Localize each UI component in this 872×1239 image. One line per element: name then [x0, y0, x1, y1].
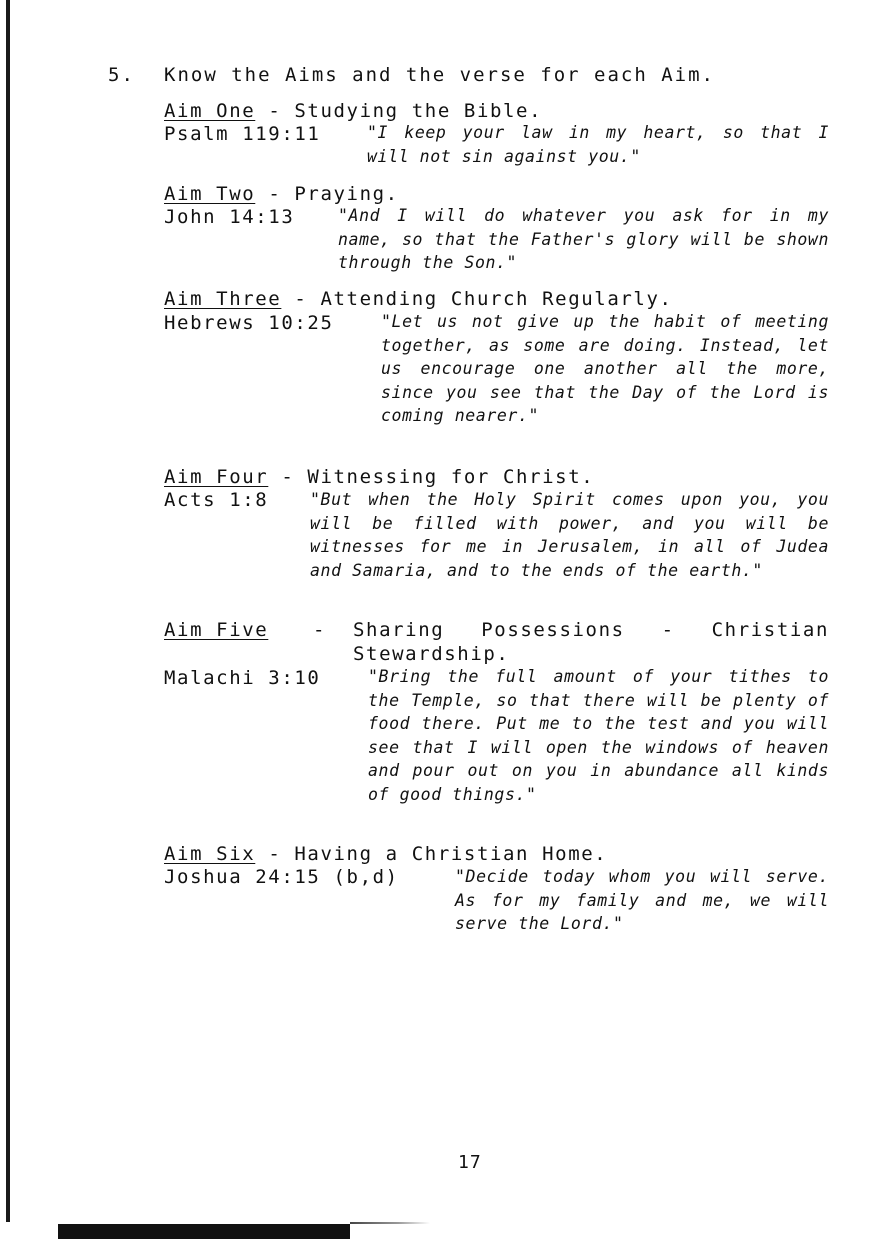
verse-text: "Let us not give up the habit of meeting together, as some are doing. Instead, let us encourage one another all the more, since you see that the Day of the Lord is coming nearer.": [381, 312, 829, 426]
aim-three-heading: [164, 288, 673, 310]
item-number: 5.: [108, 64, 135, 86]
verse-text: "But when the Holy Spirit comes upon you, you will be filled with power, and you will be witnesses for me in Jerusalem, in all of Judea and Samaria, and to the ends of the earth.": [310, 490, 829, 580]
aim-one-verse: [367, 121, 829, 168]
aim-label: Aim Four: [164, 466, 269, 488]
aim-title: - Witnessing for Christ.: [268, 466, 595, 488]
aim-four-heading: [164, 466, 594, 488]
aim-five-reference: Malachi 3:10: [164, 667, 321, 689]
scan-edge-bottom-trail: [350, 1222, 430, 1224]
verse-text: "And I will do whatever you ask for in my name, so that the Father's glory will be shown through the Son.": [338, 206, 829, 273]
scan-edge-bottom: [58, 1224, 350, 1239]
aim-label: Aim Three: [164, 288, 282, 310]
aim-three-verse: [381, 310, 829, 428]
aim-six-reference: Joshua 24:15 (b,d): [164, 866, 399, 888]
aim-six-heading: [164, 843, 607, 865]
aim-title: - Praying.: [255, 183, 399, 205]
verse-text: "Decide today whom you will serve. As for my family and me, we will serve the Lord.": [455, 867, 829, 934]
aim-five-title-line2: Stewardship.: [353, 643, 510, 665]
scan-edge-left: [6, 0, 10, 1222]
aim-one-reference: Psalm 119:11: [164, 123, 321, 145]
aim-label: Aim Five: [164, 619, 269, 641]
aim-three-reference: Hebrews 10:25: [164, 312, 334, 334]
aim-one-heading: [164, 100, 542, 122]
aim-title: Sharing Possessions - Christian: [353, 619, 829, 641]
aim-four-verse: [310, 488, 829, 582]
aim-four-reference: Acts 1:8: [164, 489, 269, 511]
aim-five-verse: [368, 665, 829, 807]
aim-label: Aim One: [164, 100, 256, 122]
aim-title: - Studying the Bible.: [255, 100, 543, 122]
aim-title: - Attending Church Regularly.: [281, 288, 673, 310]
aim-two-reference: John 14:13: [164, 206, 295, 228]
aim-label: Aim Two: [164, 183, 256, 205]
aim-title: - Having a Christian Home.: [255, 843, 608, 865]
item-heading: Know the Aims and the verse for each Aim.: [164, 64, 715, 86]
page-number: 17: [458, 1152, 482, 1173]
aim-label: Aim Six: [164, 843, 256, 865]
verse-text: "Bring the full amount of your tithes to the Temple, so that there will be plenty of food there. Put me to the test and you will see that I will open the windows of heaven and pour out on you in abundance all kinds of good things.": [368, 667, 829, 804]
aim-five-dash: -: [313, 619, 327, 641]
aim-two-verse: [338, 204, 829, 275]
aim-five-title-line1: [353, 619, 829, 641]
aim-two-heading: [164, 183, 399, 205]
verse-text: "I keep your law in my heart, so that I will not sin against you.": [367, 123, 829, 166]
aim-six-verse: [455, 865, 829, 936]
aim-five-label-wrap: [164, 619, 268, 641]
